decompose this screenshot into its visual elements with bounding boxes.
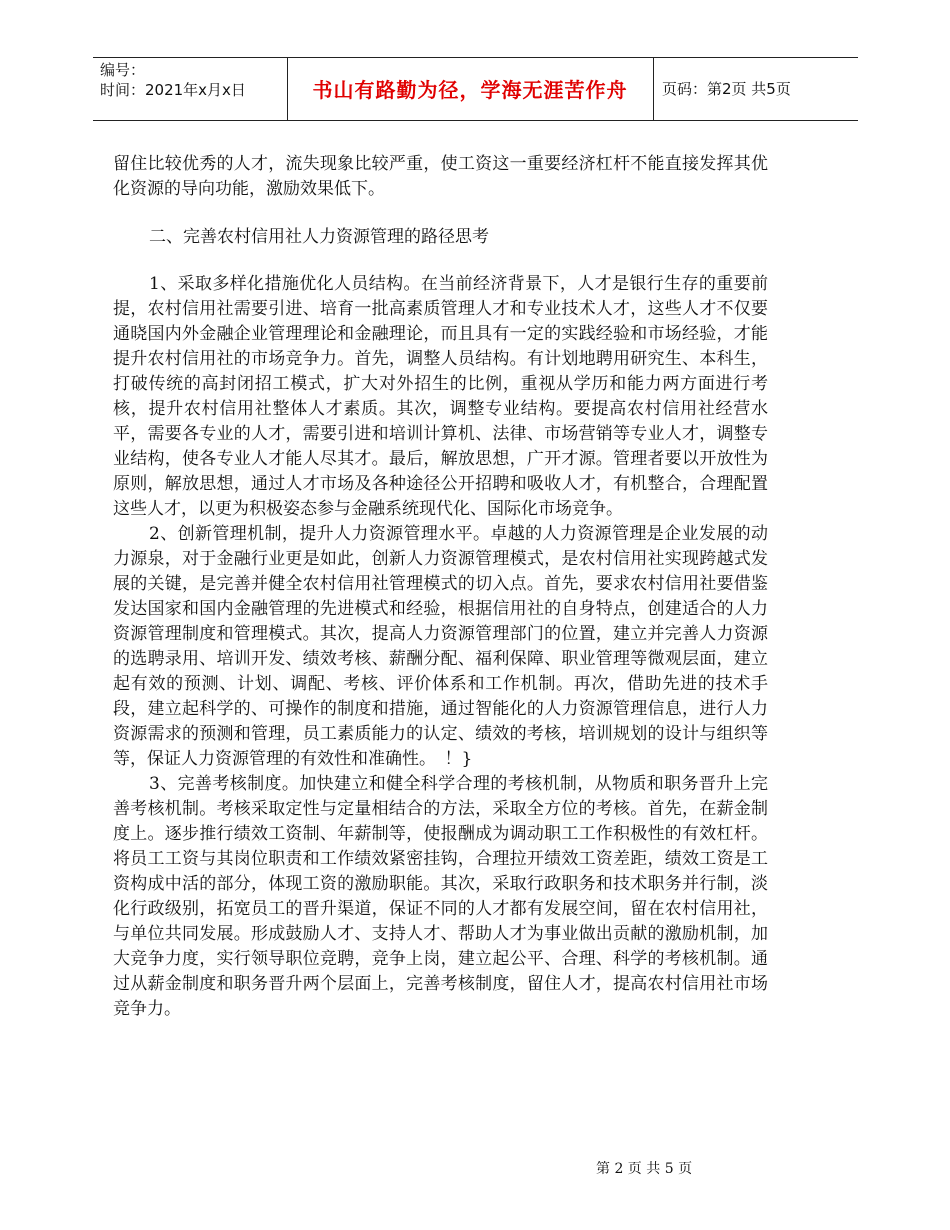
header-motto: 书山有路勤为径，学海无涯苦作舟 <box>312 78 628 102</box>
paragraph-structure: 1、采取多样化措施优化人员结构。在当前经济背景下，人才是银行生存的重要前提，农村信用社需要引进、培育一批高素质管理人才和专业技术人才，这些人才不仅要通晓国内外金融企业管理理论和金融理论，而且具有一定的实践经验和市场经验，才能提升农村信用社的市场竞争力。首先，调整人员结构。有计划地聘用研究生、本科生，打破传统的高封闭招工模式，扩大对外招生的比例，重视从学历和能力两方面进行考核，提升农村信用社整体人才素质。其次，调整专业结构。要提高农村信用社经营水平，需要各专业的人才，需要引进和培训计算机、法律、市场营销等专业人才，调整专业结构，使各专业人才能人尽其才。最后，解放思想，广开才源。管理者要以开放性为原则，解放思想，通过人才市场及各种途径公开招聘和吸收人才，有机整合，合理配置这些人才，以更为积极姿态参与金融系统现代化、国际化市场竞争。 <box>113 274 768 519</box>
serial-label: 编号： <box>100 61 146 79</box>
paragraph-continuation: 留住比较优秀的人才，流失现象比较严重，使工资这一重要经济杠杆不能直接发挥其优化资源的导向功能，激励效果低下。 <box>113 154 768 199</box>
header-page-code: 页码：第2页 共5页 <box>662 80 791 98</box>
page-footer: 第 2 页 共 5 页 <box>596 1161 693 1177</box>
header-meta <box>100 60 246 100</box>
paragraph-mechanism: 2、创新管理机制，提升人力资源管理水平。卓越的人力资源管理是企业发展的动力源泉，对于金融行业更是如此，创新人力资源管理模式，是农村信用社实现跨越式发展的关键，是完善并健全农村信用社管理模式的切入点。首先，要求农村信用社要借鉴发达国家和国内金融管理的先进模式和经验，根据信用社的自身特点，创建适合的人力资源管理制度和管理模式。其次，提高人力资源管理部门的位置，建立并完善人力资源的选聘录用、培训开发、绩效考核、薪酬分配、福利保障、职业管理等微观层面，建立起有效的预测、计划、调配、考核、评价体系和工作机制。再次，借助先进的技术手段，建立起科学的、可操作的制度和措施，通过智能化的人力资源管理信息，进行人力资源需求的预测和管理，员工素质能力的认定、绩效的考核，培训规划的设计与组织等等，保证人力资源管理的有效性和准确性。 ！} <box>113 524 768 769</box>
time-label: 时间：2021年x月x日 <box>100 81 246 99</box>
paragraph-assessment: 3、完善考核制度。加快建立和健全科学合理的考核机制，从物质和职务晋升上完善考核机制。考核采取定性与定量相结合的方法，采取全方位的考核。首先，在薪金制度上。逐步推行绩效工资制、年薪制等，使报酬成为调动职工工作积极性的有效杠杆。将员工工资与其岗位职责和工作绩效紧密挂钩，合理拉开绩效工资差距，绩效工资是工资构成中活的部分，体现工资的激励职能。其次，采取行政职务和技术职务并行制，淡化行政级别，拓宽员工的晋升渠道，保证不同的人才都有发展空间，留在农村信用社，与单位共同发展。形成鼓励人才、支持人才、帮助人才为事业做出贡献的激励机制，加大竞争力度，实行领导职位竞聘，竞争上岗，建立起公平、合理、科学的考核机制。通过从薪金制度和职务晋升两个层面上，完善考核制度，留住人才，提高农村信用社市场竞争力。 <box>113 774 768 1019</box>
header-bottom-rule <box>93 120 858 121</box>
section-heading: 二、完善农村信用社人力资源管理的路径思考 <box>149 227 489 247</box>
document-body <box>113 152 768 1022</box>
header-divider-right <box>653 57 654 120</box>
